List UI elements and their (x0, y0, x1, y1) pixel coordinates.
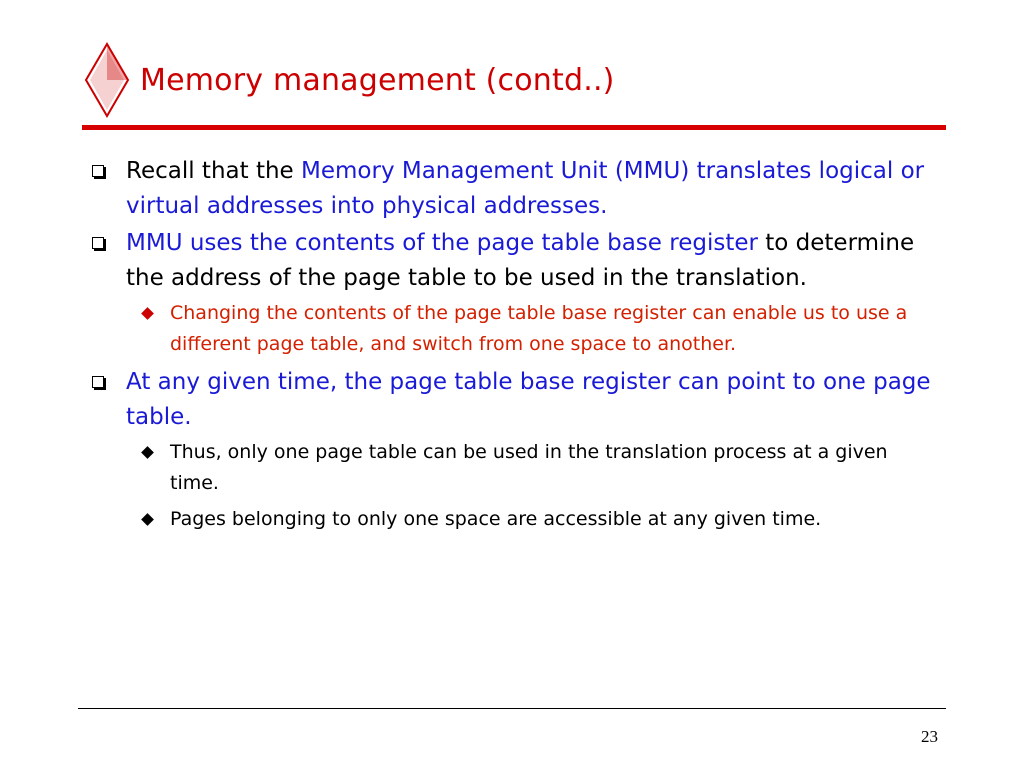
sub-bullet-3-1-text: Thus, only one page table can be used in the translation process at a given time. (170, 441, 888, 494)
slide-content (88, 154, 938, 540)
sub-bullet-2-1-text: Changing the contents of the page table base register can enable us to use a different page table, and switch from one space to another. (170, 302, 908, 355)
slide-title: Memory management (contd..) (140, 63, 615, 98)
footer-divider (78, 708, 946, 709)
bullet-1-text-black: Recall that the (126, 158, 302, 184)
sub-bullet-3-2 (88, 504, 938, 535)
page-number: 23 (921, 727, 938, 746)
diamond-bullet-icon (141, 446, 154, 459)
red-diamond-icon (84, 42, 130, 118)
diamond-bullet-icon (141, 307, 154, 320)
sub-bullet-3-2-text: Pages belonging to only one space are accessible at any given time. (170, 508, 822, 530)
checkbox-bullet-icon (92, 237, 104, 249)
title-divider (82, 125, 946, 130)
bullet-3-text-blue: At any given time, the page table base register can point to one page table. (126, 369, 931, 430)
bullet-1-text-blue: Memory Management Unit (MMU) translates logical or virtual addresses into physical addresses. (126, 158, 925, 219)
checkbox-bullet-icon (92, 376, 104, 388)
bullet-2-text-black: to determine the address of the page table to be used in the translation. (126, 230, 915, 291)
sub-bullet-3-1 (88, 437, 938, 499)
bullet-2-text-blue: MMU uses the contents of the page table base register (126, 230, 758, 256)
checkbox-bullet-icon (92, 165, 104, 177)
diamond-bullet-icon (141, 513, 154, 526)
sub-bullet-2-1 (88, 298, 938, 360)
bullet-item-1 (88, 154, 938, 224)
bullet-item-2 (88, 226, 938, 296)
bullet-item-3 (88, 365, 938, 435)
